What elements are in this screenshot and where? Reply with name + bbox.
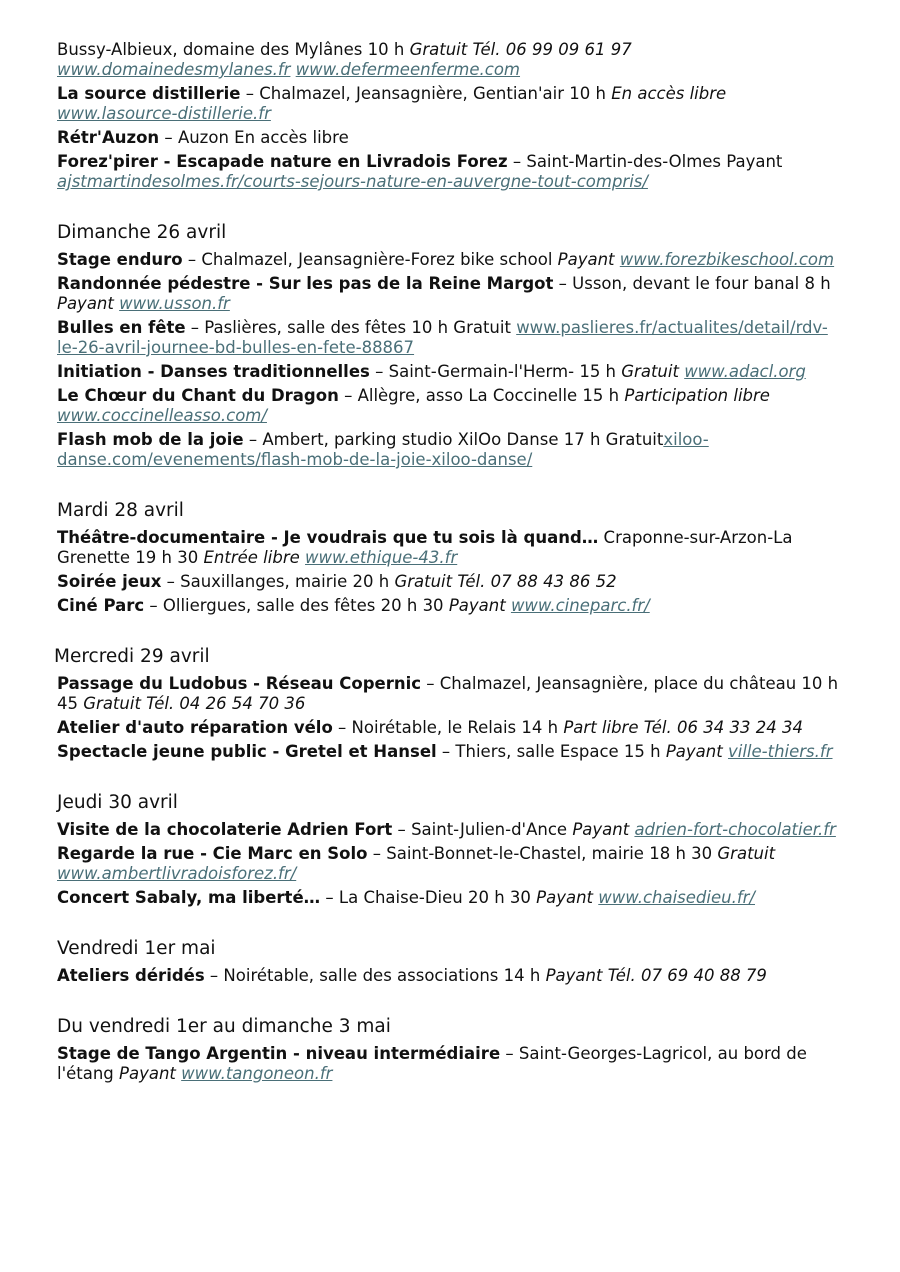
event-link[interactable]: ville-thiers.fr: [727, 742, 833, 761]
event-price-info: Participation libre: [624, 386, 770, 405]
event-entry: [57, 40, 847, 80]
day-heading: Jeudi 30 avril: [57, 792, 178, 813]
event-link[interactable]: www.ethique-43.fr: [305, 548, 458, 567]
event-price-info: En accès libre: [611, 84, 727, 103]
event-title: Stage de Tango Argentin - niveau intermédiaire: [57, 1044, 501, 1063]
event-title: Spectacle jeune public - Gretel et Hansel: [57, 742, 437, 761]
day-heading: Mardi 28 avril: [57, 500, 184, 521]
event-link[interactable]: xiloo-danse.com/evenements/flash-mob-de-la-joie-xiloo-danse/: [57, 430, 709, 469]
event-price-info: Gratuit Tél. 07 88 43 86 52: [394, 572, 617, 591]
event-link[interactable]: www.chaisedieu.fr/: [598, 888, 755, 907]
separator: –: [392, 820, 412, 839]
separator: –: [243, 430, 263, 449]
event-entry: [57, 820, 847, 840]
event-entry: [57, 274, 847, 314]
event-price-info: Payant: [57, 294, 114, 313]
event-entry: [57, 152, 847, 192]
event-entry: [57, 596, 847, 616]
event-title: Stage enduro: [57, 250, 183, 269]
event-title: Bulles en fête: [57, 318, 186, 337]
event-entry: [57, 250, 847, 270]
event-price-info: Gratuit Tél. 04 26 54 70 36: [83, 694, 306, 713]
separator: –: [144, 596, 163, 615]
event-link[interactable]: www.paslieres.fr/actualites/detail/rdv-le-26-avril-journee-bd-bulles-en-fete-88867: [57, 318, 828, 357]
event-details: Saint-Martin-des-Olmes Payant: [526, 152, 783, 171]
event-entry: [57, 1044, 847, 1084]
event-title: Atelier d'auto réparation vélo: [57, 718, 333, 737]
day-heading: Dimanche 26 avril: [57, 222, 227, 243]
event-link[interactable]: adrien-fort-chocolatier.fr: [634, 820, 836, 839]
event-details: Chalmazel, Jeansagnière, place du château 10 h 45: [57, 674, 839, 713]
event-title: Flash mob de la joie: [57, 430, 244, 449]
event-price-info: Gratuit: [717, 844, 776, 863]
event-details: Noirétable, le Relais 14 h: [351, 718, 564, 737]
event-entry: [57, 674, 847, 714]
separator: –: [421, 674, 440, 693]
event-details: Olliergues, salle des fêtes 20 h 30: [162, 596, 449, 615]
event-entry: [57, 430, 847, 470]
event-title: Randonnée pédestre - Sur les pas de la Reine Margot: [57, 274, 554, 293]
event-price-info: Payant: [665, 742, 723, 761]
event-link[interactable]: www.lasource-distillerie.fr: [57, 104, 271, 123]
event-title: Regarde la rue - Cie Marc en Solo: [57, 844, 368, 863]
event-details: Saint-Germain-l'Herm- 15 h: [388, 362, 622, 381]
event-link[interactable]: www.usson.fr: [119, 294, 230, 313]
event-entry: [57, 572, 847, 592]
event-entry: [57, 362, 847, 382]
event-details: Paslières, salle des fêtes 10 h Gratuit: [204, 318, 517, 337]
separator: –: [161, 572, 181, 591]
event-price-info: Gratuit: [621, 362, 679, 381]
separator: –: [338, 386, 358, 405]
event-link[interactable]: www.tangoneon.fr: [181, 1064, 333, 1083]
separator: –: [185, 318, 205, 337]
event-title: Initiation - Danses traditionnelles: [57, 362, 370, 381]
event-price-info: Payant: [572, 820, 630, 839]
event-details: Saint-Georges-Lagricol, au bord de l'étang: [57, 1044, 807, 1083]
event-details: Saint-Julien-d'Ance: [411, 820, 573, 839]
separator: –: [369, 362, 389, 381]
event-title: Le Chœur du Chant du Dragon: [57, 386, 339, 405]
agenda-page: [54, 40, 847, 1088]
event-entry: [57, 318, 847, 358]
event-details: Sauxillanges, mairie 20 h: [180, 572, 395, 591]
day-heading: Vendredi 1er mai: [57, 938, 216, 959]
event-link[interactable]: www.forezbikeschool.com: [619, 250, 835, 269]
event-price-info: Payant Tél. 07 69 40 88 79: [545, 966, 767, 985]
event-price-info: Payant: [536, 888, 594, 907]
separator: –: [553, 274, 573, 293]
event-title: Passage du Ludobus - Réseau Copernic: [57, 674, 422, 693]
separator: –: [436, 742, 456, 761]
separator: –: [332, 718, 352, 737]
event-details: Bussy-Albieux, domaine des Mylânes 10 h: [57, 40, 410, 59]
event-link[interactable]: www.adacl.org: [684, 362, 806, 381]
event-title: Concert Sabaly, ma liberté…: [57, 888, 321, 907]
event-title: Rétr'Auzon: [57, 128, 160, 147]
event-entry: [57, 528, 847, 568]
day-heading: Du vendredi 1er au dimanche 3 mai: [57, 1016, 391, 1037]
separator: –: [240, 84, 260, 103]
event-entry: [57, 844, 847, 884]
event-details: Noirétable, salle des associations 14 h: [223, 966, 546, 985]
event-details: Allègre, asso La Coccinelle 15 h: [357, 386, 625, 405]
separator: –: [204, 966, 224, 985]
event-entry: [57, 84, 847, 124]
separator: –: [367, 844, 387, 863]
event-link[interactable]: www.ambertlivradoisforez.fr/: [57, 864, 297, 883]
event-title: Soirée jeux: [57, 572, 162, 591]
day-heading: Mercredi 29 avril: [54, 646, 210, 667]
separator: –: [507, 152, 527, 171]
event-details: Chalmazel, Jeansagnière-Forez bike school: [201, 250, 558, 269]
event-entry: [57, 888, 847, 908]
separator: –: [159, 128, 178, 147]
event-price-info: Payant: [119, 1064, 176, 1083]
event-details: Thiers, salle Espace 15 h: [455, 742, 666, 761]
event-title: Forez'pirer - Escapade nature en Livradois Forez: [57, 152, 508, 171]
event-price-info: Entrée libre: [203, 548, 300, 567]
event-link[interactable]: www.defermeenferme.com: [295, 60, 521, 79]
separator: –: [500, 1044, 519, 1063]
event-link[interactable]: www.coccinelleasso.com/: [57, 406, 267, 425]
event-entry: [57, 386, 847, 426]
event-title: Ciné Parc: [57, 596, 145, 615]
event-details: Craponne-sur-Arzon-La Grenette 19 h 30: [57, 528, 793, 567]
event-details: Usson, devant le four banal 8 h: [572, 274, 831, 293]
separator: –: [320, 888, 339, 907]
event-price-info: Part libre Tél. 06 34 33 24 34: [563, 718, 803, 737]
event-price-info: Payant: [448, 596, 506, 615]
event-details: Saint-Bonnet-le-Chastel, mairie 18 h 30: [386, 844, 718, 863]
event-title: La source distillerie: [57, 84, 241, 103]
event-price-info: Payant: [557, 250, 615, 269]
event-title: Théâtre-documentaire - Je voudrais que tu sois là quand…: [57, 528, 599, 547]
event-link[interactable]: www.domainedesmylanes.fr: [57, 60, 291, 79]
event-title: Ateliers déridés: [57, 966, 205, 985]
event-link[interactable]: www.cineparc.fr/: [510, 596, 650, 615]
event-link[interactable]: ajstmartindesolmes.fr/courts-sejours-nature-en-auvergne-tout-compris/: [57, 172, 648, 191]
event-title: Visite de la chocolaterie Adrien Fort: [57, 820, 393, 839]
event-details: La Chaise-Dieu 20 h 30: [338, 888, 537, 907]
event-details: Chalmazel, Jeansagnière, Gentian'air 10 h: [259, 84, 612, 103]
event-details: Ambert, parking studio XilOo Danse 17 h Gratuit: [262, 430, 664, 449]
event-entry: [57, 966, 847, 986]
event-entry: [57, 718, 847, 738]
event-price-info: Gratuit Tél. 06 99 09 61 97: [409, 40, 632, 59]
event-details: Auzon En accès libre: [177, 128, 349, 147]
separator: –: [182, 250, 202, 269]
event-entry: [57, 128, 847, 148]
event-entry: [57, 742, 847, 762]
